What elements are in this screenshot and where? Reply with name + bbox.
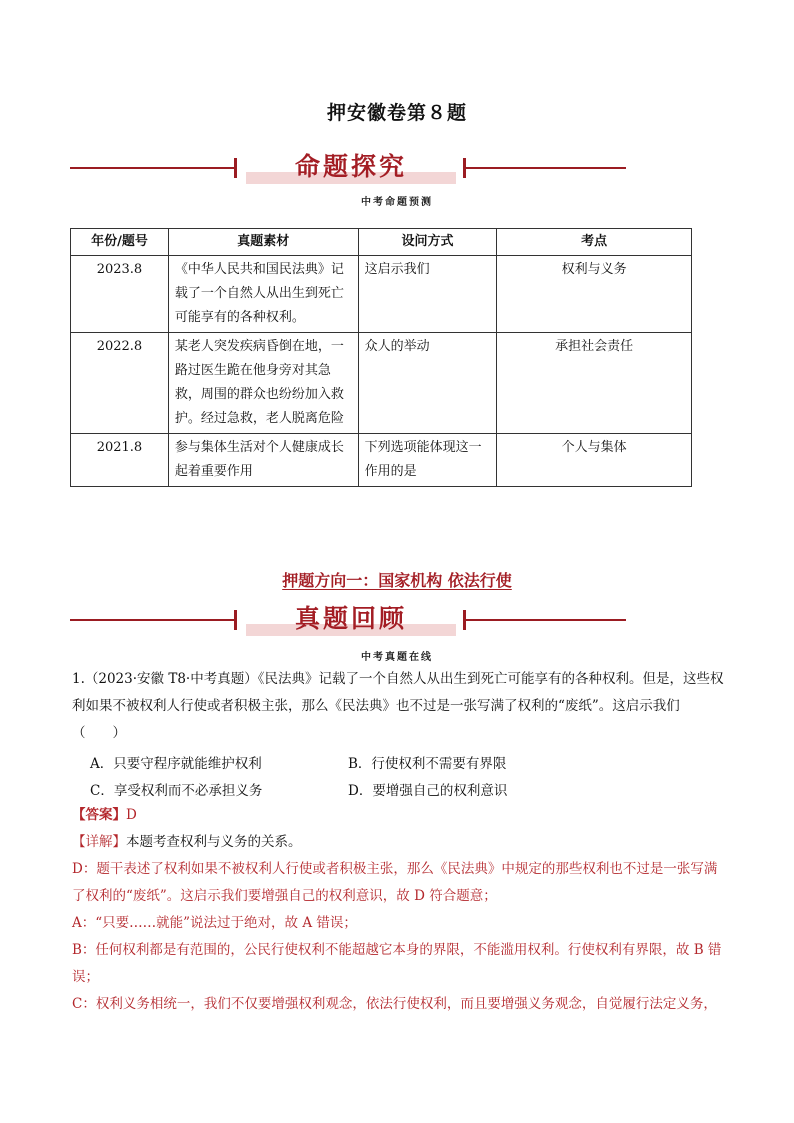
table-row <box>71 434 692 487</box>
option-d: D．要增强自己的权利意识 <box>348 783 508 799</box>
banner-tick-left <box>234 610 237 630</box>
banner-line-left <box>70 619 236 621</box>
table-cell-point: 权利与义务 <box>497 256 692 333</box>
question-stem: 1.（2023·安徽 T8·中考真题）《民法典》记载了一个自然人从出生到死亡可能享有的各种权利。但是，这些权利如果不被权利人行使或者积极主张，那么《民法典》也不过是一张写满了权利的“废纸”。这启示我们（ ） <box>72 671 724 741</box>
table-cell-ask: 下列选项能体现这一作用的是 <box>358 434 497 487</box>
table-header-point: 考点 <box>497 229 692 256</box>
option-b: B．行使权利不需要有界限 <box>348 756 507 772</box>
banner-title: 命题探究 <box>294 152 407 181</box>
page-title: 押安徽卷第８题 <box>326 102 467 124</box>
table-cell-ask: 这启示我们 <box>358 256 497 333</box>
banner-subtitle: 中考命题预测 <box>361 197 433 208</box>
answer-line <box>72 802 726 829</box>
banner-line-right <box>466 167 626 169</box>
table-cell-point: 承担社会责任 <box>497 333 692 434</box>
detail-text: 本题考查权利与义务的关系。 <box>126 834 302 850</box>
answer-value: D <box>126 807 137 823</box>
table-cell-year: 2022.8 <box>71 333 169 434</box>
explanation-c: C：权利义务相统一，我们不仅要增强权利观念，依法行使权利，而且要增强义务观念，自觉履行法定义务， <box>72 996 717 1012</box>
table-header-year: 年份/题号 <box>71 229 169 256</box>
banner-line-left <box>70 167 236 169</box>
explanation-b: B：任何权利都是有范围的，公民行使权利不能超越它本身的界限，不能滥用权利。行使权利有界限，故 B 错误； <box>72 942 722 985</box>
explanation-a: A：“只要……就能”说法过于绝对，故 A 错误； <box>72 915 357 931</box>
direction-heading <box>0 568 794 591</box>
banner-mingti <box>70 150 626 186</box>
banner-tick-left <box>234 158 237 178</box>
table-header-ask: 设问方式 <box>358 229 497 256</box>
table-header-row <box>71 229 692 256</box>
banner-zhenti <box>70 602 626 638</box>
explanation-d: D：题干表述了权利如果不被权利人行使或者积极主张，那么《民法典》中规定的那些权利也不过是一张写满了权利的“废纸”。这启示我们要增强自己的权利意识，故 D 符合题意； <box>72 861 718 904</box>
table-row <box>71 256 692 333</box>
banner-subtitle: 中考真题在线 <box>361 652 433 663</box>
table-cell-year: 2023.8 <box>71 256 169 333</box>
direction-heading-text: 押题方向一：国家机构 依法行使 <box>282 571 512 590</box>
table-cell-material: 参与集体生活对个人健康成长起着重要作用 <box>168 434 358 487</box>
table-cell-point: 个人与集体 <box>497 434 692 487</box>
table-cell-material: 《中华人民共和国民法典》记载了一个自然人从出生到死亡可能享有的各种权利。 <box>168 256 358 333</box>
answer-label: 【答案】 <box>72 807 126 823</box>
banner-line-right <box>466 619 626 621</box>
detail-label: 【详解】 <box>72 834 126 850</box>
exam-analysis-table <box>70 228 692 487</box>
option-c: C．享受权利而不必承担义务 <box>90 783 263 799</box>
table-cell-year: 2021.8 <box>71 434 169 487</box>
table-row <box>71 333 692 434</box>
banner-title: 真题回顾 <box>294 604 407 633</box>
table-header-material: 真题素材 <box>168 229 358 256</box>
detail-line <box>72 829 726 856</box>
option-a: A．只要守程序就能维护权利 <box>90 756 262 772</box>
table-cell-material: 某老人突发疾病昏倒在地，一路过医生跪在他身旁对其急救，周围的群众也纷纷加入救护。经过急救，老人脱离危险 <box>168 333 358 434</box>
table-cell-ask: 众人的举动 <box>358 333 497 434</box>
